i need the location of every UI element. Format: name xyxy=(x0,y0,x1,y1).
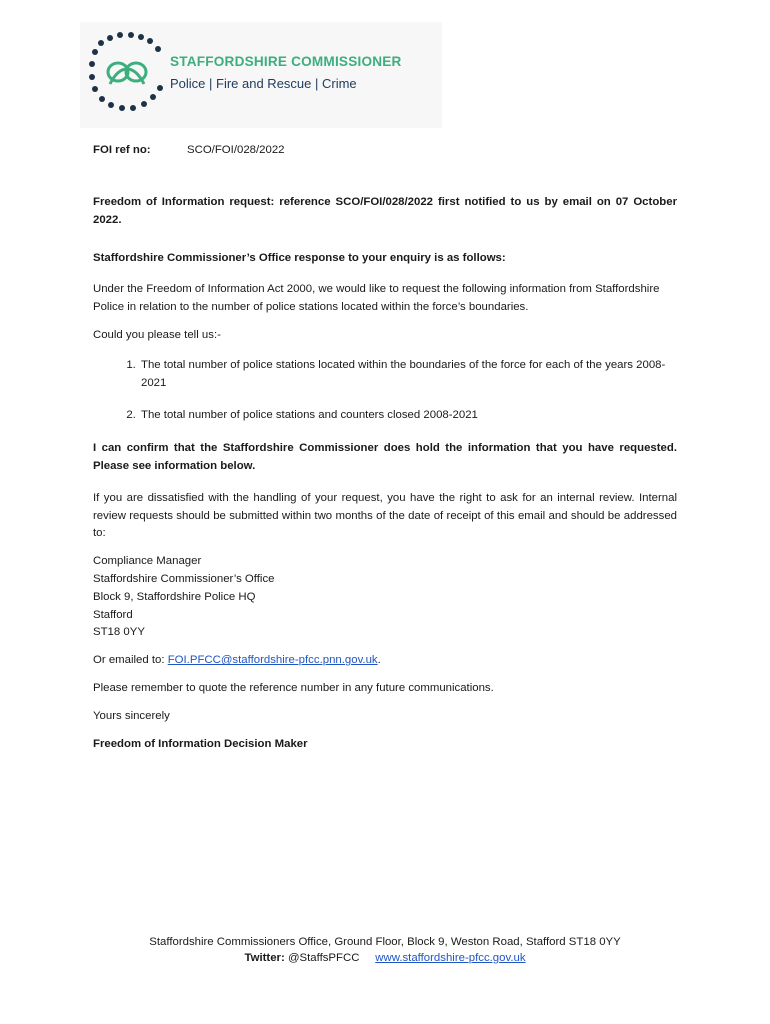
logo-emblem xyxy=(80,22,170,128)
stafford-knot-icon xyxy=(108,63,146,84)
ref-value: SCO/FOI/028/2022 xyxy=(187,144,285,156)
ref-label: FOI ref no: xyxy=(93,144,151,156)
request-paragraph: Under the Freedom of Information Act 2000, we would like to request the following information from Staffordshire Police in relation to the number of police stations located within the force’s boundaries. xyxy=(93,283,660,314)
logo-title: STAFFORDSHIRE COMMISSIONER xyxy=(170,54,402,69)
address-line: ST18 0YY xyxy=(93,626,145,639)
postal-address xyxy=(93,553,677,642)
address-line: Staffordshire Commissioner’s Office xyxy=(93,572,275,585)
address-line: Stafford xyxy=(93,608,133,621)
email-prefix: Or emailed to: xyxy=(93,654,168,667)
twitter-handle: @StaffsPFCC xyxy=(284,952,360,964)
reminder-paragraph: Please remember to quote the reference number in any future communications. xyxy=(93,681,494,694)
footer-contact xyxy=(0,950,770,966)
response-heading: Staffordshire Commissioner’s Office response to your enquiry is as follows: xyxy=(93,251,506,264)
website-link[interactable]: www.staffordshire-pfcc.gov.uk xyxy=(375,952,526,964)
address-line: Block 9, Staffordshire Police HQ xyxy=(93,590,256,603)
email-link[interactable]: FOI.PFCC@staffordshire-pfcc.pnn.gov.uk xyxy=(167,654,378,667)
logo xyxy=(80,22,442,128)
logo-subtitle: Police | Fire and Rescue | Crime xyxy=(170,76,357,91)
signatory: Freedom of Information Decision Maker xyxy=(93,737,308,750)
email-paragraph xyxy=(93,652,677,670)
list-item: 1. The total number of police stations located within the boundaries of the force for each of the years 2008-2021 xyxy=(139,357,677,393)
review-paragraph: If you are dissatisfied with the handling of your request, you have the right to ask for an internal review. Internal review requests should be submitted within two months of the date of receipt of this email and should be addressed to: xyxy=(93,491,677,540)
letter-body xyxy=(93,194,677,763)
question-list xyxy=(93,357,677,425)
twitter-label: Twitter: xyxy=(244,952,285,964)
footer xyxy=(0,934,770,966)
confirmation-paragraph: I can confirm that the Staffordshire Commissioner does hold the information that you have requested. Please see information below. xyxy=(93,442,677,472)
ask-paragraph: Could you please tell us:- xyxy=(93,328,221,341)
footer-address: Staffordshire Commissioners Office, Ground Floor, Block 9, Weston Road, Stafford ST18 0YY xyxy=(149,936,621,948)
address-line: Compliance Manager xyxy=(93,555,202,568)
list-item: 2. The total number of police stations and counters closed 2008-2021 xyxy=(139,407,677,425)
email-suffix: . xyxy=(377,654,381,667)
intro-paragraph: Freedom of Information request: reference SCO/FOI/028/2022 first notified to us by email on 07 October 2022. xyxy=(93,196,677,226)
signoff: Yours sincerely xyxy=(93,709,170,722)
